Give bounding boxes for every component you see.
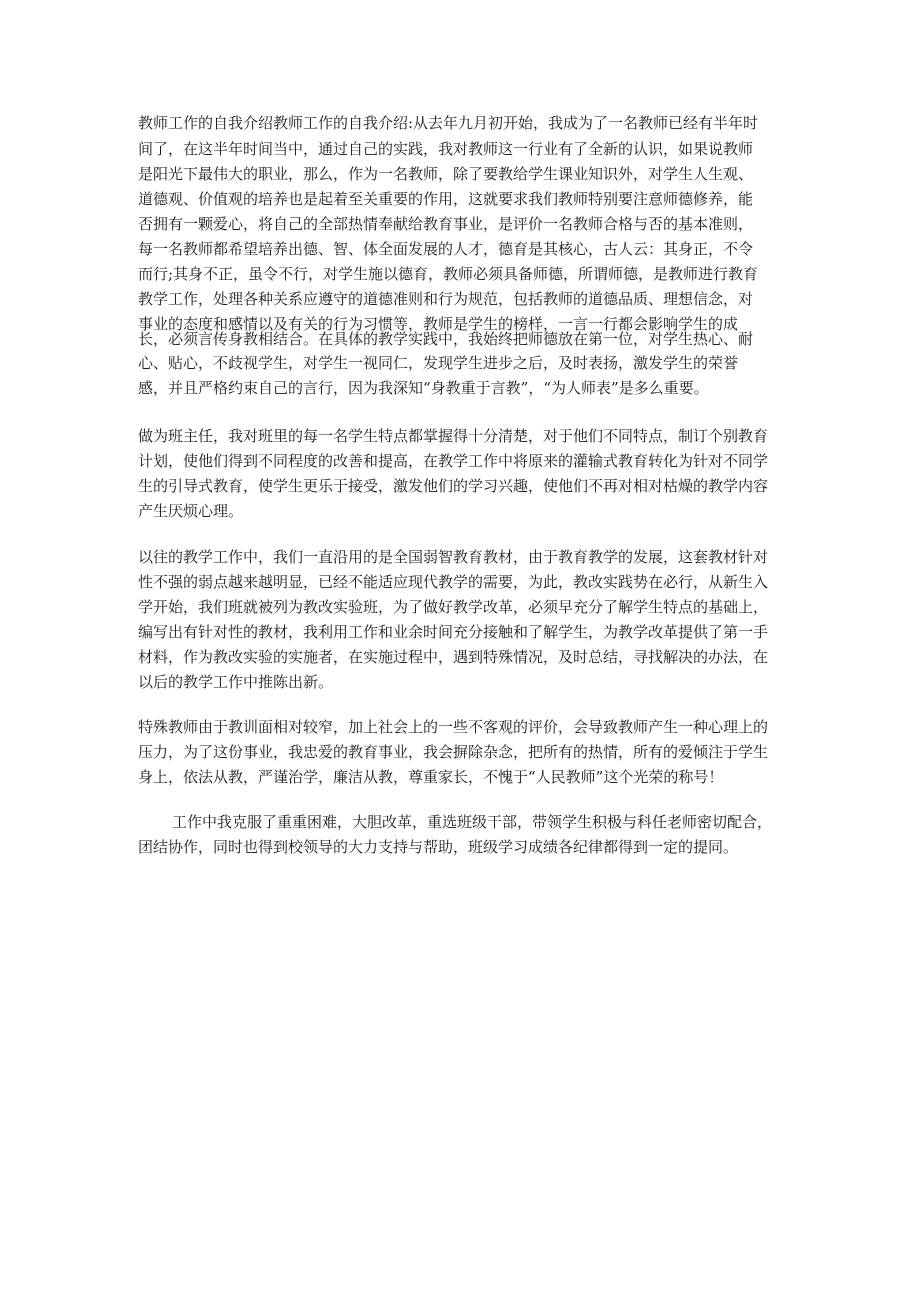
- paragraph-3-line-3: 学开始，我们班就被列为教改实验班，为了做好教学改革，必须早充分了解学生特点的基础上，: [138, 598, 769, 616]
- paragraph-4-line-2: 压力，为了这份事业，我忠爱的教育事业，我会摒除杂念，把所有的热情，所有的爱倾注于学生: [138, 743, 769, 761]
- paragraph-3-line-5: 材料，作为教改实验的实施者，在实施过程中，遇到特殊情况，及时总结，寻找解决的办法，在: [138, 648, 769, 666]
- paragraph-1-line-5: 否拥有一颗爱心，将自己的全部热情奉献给教育事业，是评价一名教师合格与否的基本准则，: [138, 215, 754, 233]
- paragraph-4-line-3: 身上，依法从教，严谨治学，廉洁从教，尊重家长，不愧于“人民教师”这个光荣的称号！: [138, 768, 724, 786]
- paragraph-1-line-10: 长，必须言传身教相结合。在具体的教学实践中，我始终把师德放在第一位，对学生热心、耐: [138, 330, 754, 348]
- paragraph-2-line-1: 做为班主任，我对班里的每一名学生特点都掌握得十分清楚，对于他们不同特点，制订个别教育: [138, 427, 769, 445]
- paragraph-2-line-2: 计划，使他们得到不同程度的改善和提高，在教学工作中将原来的灌输式教育转化为针对不同学: [138, 452, 769, 470]
- paragraph-1-line-1: 教师工作的自我介绍教师工作的自我介绍:从去年九月初开始，我成为了一名教师已经有半年时: [138, 114, 759, 132]
- paragraph-1-line-2: 间了，在这半年时间当中，通过自己的实践，我对教师这一行业有了全新的认识，如果说教师: [138, 140, 754, 158]
- paragraph-1-line-8: 教学工作，处理各种关系应遵守的道德准则和行为规范，包括教师的道德品质、理想信念，对: [138, 290, 754, 308]
- paragraph-1-line-11: 心、贴心，不歧视学生，对学生一视同仁，发现学生进步之后，及时表扬，激发学生的荣誉: [138, 354, 739, 372]
- paragraph-5-line-1: 工作中我克服了重重困难，大胆改革，重选班级干部，带领学生积极与科任老师密切配合，: [172, 813, 773, 831]
- paragraph-1-line-6: 每一名教师都希望培养出德、智、体全面发展的人才，德育是其核心，古人云：其身正，不令: [138, 240, 754, 258]
- paragraph-1-line-12: 感，并且严格约束自己的言行，因为我深知“身教重于言教”，“为人师表”是多么重要。: [138, 379, 709, 397]
- paragraph-1-line-7: 而行;其身不正，虽令不行，对学生施以德育，教师必须具备师德，所谓师德，是教师进行教育: [138, 265, 759, 283]
- paragraph-4-line-1: 特殊教师由于教训面相对较窄，加上社会上的一些不客观的评价，会导致教师产生一种心理上的: [138, 718, 769, 736]
- paragraph-1-line-3: 是阳光下最伟大的职业，那么，作为一名教师，除了要教给学生课业知识外，对学生人生观、: [138, 165, 754, 183]
- paragraph-1-line-4: 道德观、价值观的培养也是起着至关重要的作用，这就要求我们教师特别要注意师德修养，能: [138, 190, 754, 208]
- paragraph-3-line-6: 以后的教学工作中推陈出新。: [138, 673, 334, 691]
- paragraph-2-line-3: 生的引导式教育，使学生更乐于接受，激发他们的学习兴趣，使他们不再对相对枯燥的教学内容: [138, 477, 769, 495]
- paragraph-3-line-2: 性不强的弱点越来越明显，已经不能适应现代教学的需要，为此，教改实践势在必行，从新生入: [138, 573, 769, 591]
- paragraph-1-line-9: 事业的态度和感情以及有关的行为习惯等，教师是学生的榜样，一言一行都会影响学生的成: [138, 315, 739, 333]
- paragraph-5-line-2: 团结协作，同时也得到校领导的大力支持与帮助，班级学习成绩各纪律都得到一定的提同。: [138, 838, 739, 856]
- paragraph-3-line-4: 编写出有针对性的教材，我利用工作和业余时间充分接触和了解学生，为教学改革提供了第一手: [138, 623, 769, 641]
- paragraph-2-line-4: 产生厌烦心理。: [138, 502, 244, 520]
- paragraph-3-line-1: 以往的教学工作中，我们一直沿用的是全国弱智教育教材，由于教育教学的发展，这套教材针对: [138, 548, 769, 566]
